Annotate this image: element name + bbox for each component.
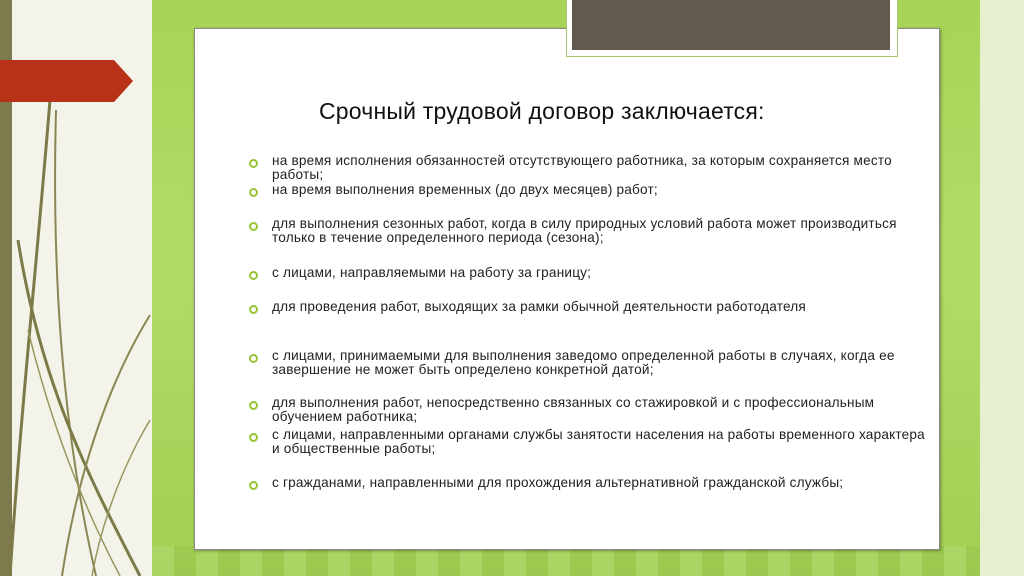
list-item-text: для выполнения работ, непосредственно связанных со стажировкой и с профессиональным обучением работника; [272,395,875,424]
list-item-text: с лицами, направляемыми на работу за границу; [272,265,592,280]
bullet-circle-icon [249,401,258,410]
list-item-text: с лицами, принимаемыми для выполнения заведомо определенной работы в случаях, когда ее завершение не может быть определено конкретной датой; [272,348,895,377]
right-decor-panel [980,0,1024,576]
list-item-text: с гражданами, направленными для прохождения альтернативной гражданской службы; [272,475,844,490]
bullet-circle-icon [249,222,258,231]
list-item-text: для выполнения сезонных работ, когда в силу природных условий работа может производиться только в течение определенного периода (сезона); [272,216,897,245]
bullet-circle-icon [249,481,258,490]
bullet-circle-icon [249,354,258,363]
red-arrow-shape [0,60,133,102]
bullet-circle-icon [249,271,258,280]
bullet-circle-icon [249,305,258,314]
bullet-circle-icon [249,433,258,442]
title-placeholder-bar [572,0,890,50]
list-item-text: для проведения работ, выходящих за рамки обычной деятельности работодателя [272,299,806,314]
list-item-text: с лицами, направленными органами службы занятости населения на работы временного характера и общественные работы; [272,427,925,456]
list-item-text: на время исполнения обязанностей отсутствующего работника, за которым сохраняется место работы; [272,153,892,182]
list-item-text: на время выполнения временных (до двух месяцев) работ; [272,182,658,197]
bullet-circle-icon [249,159,258,168]
bullet-circle-icon [249,188,258,197]
slide-heading: Срочный трудовой договор заключается: [319,98,765,124]
